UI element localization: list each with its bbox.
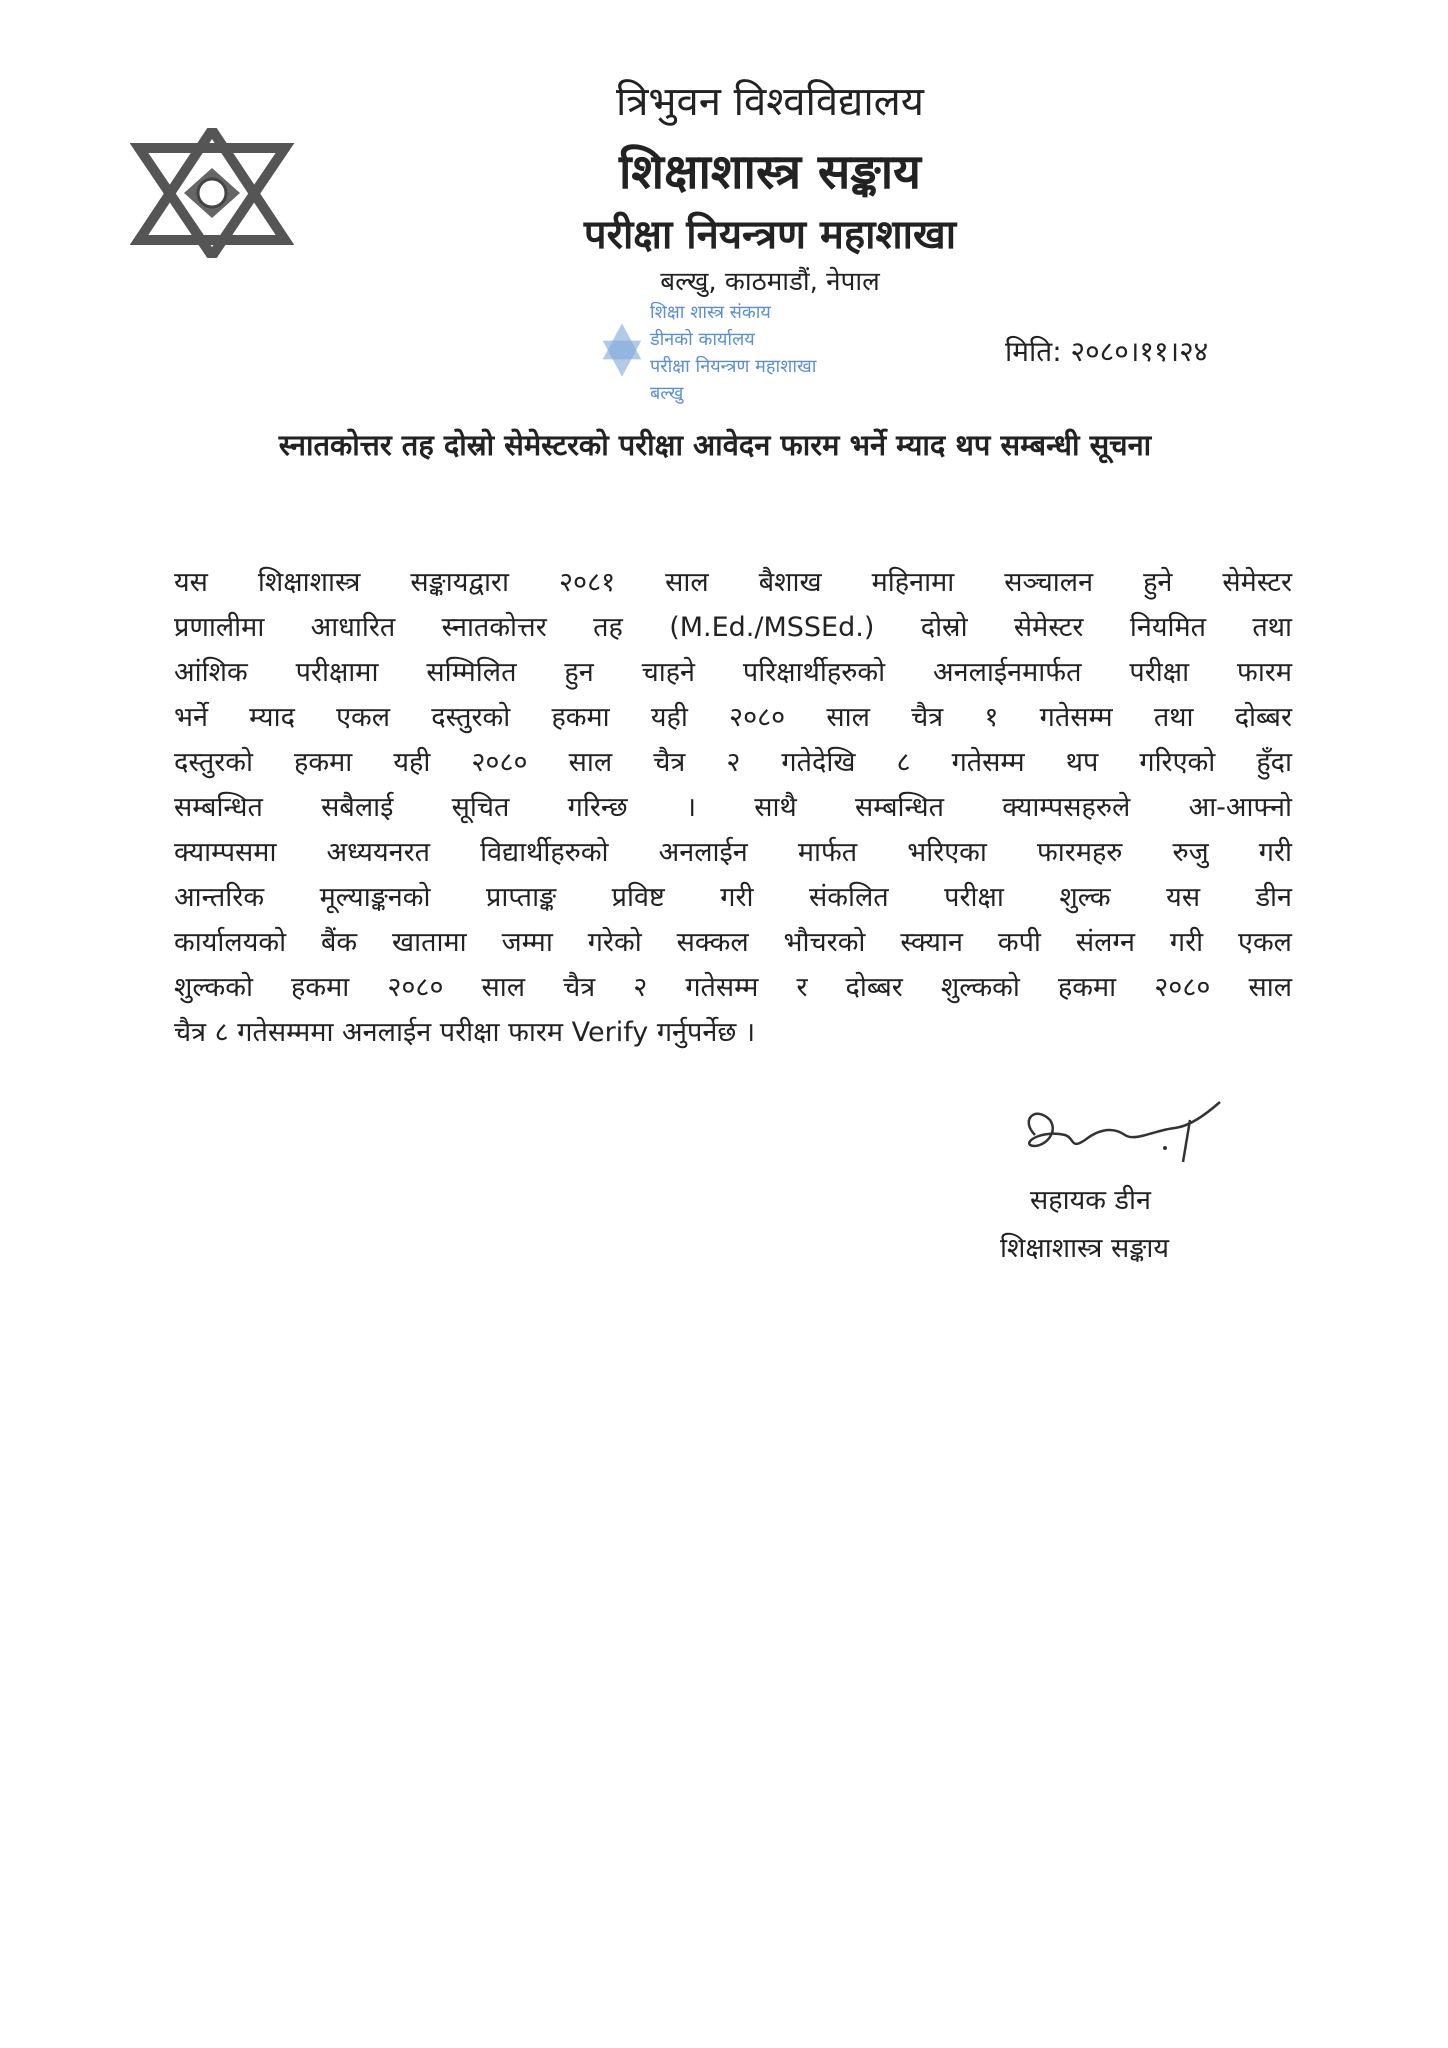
notice-body (174, 560, 1292, 1055)
body-line: शुल्कको हकमा २०८० साल चैत्र २ गतेसम्म र दोब्बर शुल्कको हकमा २०८० साल (174, 972, 1292, 1003)
body-line: प्रणालीमा आधारित स्नातकोत्तर तह (M.Ed./MSSEd.) दोस्रो सेमेस्टर नियमित तथा (174, 612, 1292, 643)
division-name: परीक्षा नियन्त्रण महाशाखा (583, 212, 957, 258)
university-name: त्रिभुवन विश्वविद्यालय (615, 79, 925, 125)
notice-date: मिति: २०८०।११।२४ (1005, 335, 1209, 368)
notice-title: स्नातकोत्तर तह दोस्रो सेमेस्टरको परीक्षा आवेदन फारम भर्ने म्याद थप सम्बन्धी सूचना (278, 428, 1152, 462)
body-line: आन्तरिक मूल्याङ्कनको प्राप्ताङ्क प्रविष्ट गरी संकलित परीक्षा शुल्क यस डीन (174, 882, 1292, 913)
body-line: कार्यालयको बैंक खातामा जम्मा गरेको सक्कल भौचरको स्क्यान कपी संलग्न गरी एकल (174, 927, 1292, 958)
signatory-designation: सहायक डीन (1030, 1185, 1151, 1216)
body-line: यस शिक्षाशास्त्र सङ्कायद्वारा २०८१ साल बैशाख महिनामा सञ्चालन हुने सेमेस्टर (174, 567, 1292, 598)
body-line: चैत्र ८ गतेसम्ममा अनलाईन परीक्षा फारम Verify गर्नुपर्नेछ । (174, 1017, 756, 1048)
university-logo (130, 128, 295, 258)
stamp-star-icon (600, 322, 644, 378)
signatory-office: शिक्षाशास्त्र सङ्काय (1000, 1233, 1170, 1264)
stamp-line: डीनको कार्यालय (650, 329, 755, 350)
faculty-name: शिक्षाशास्त्र सङ्काय (619, 144, 921, 200)
office-stamp (600, 302, 900, 414)
address: बल्खु, काठमाडौं, नेपाल (660, 267, 880, 297)
stamp-line: शिक्षा शास्त्र संकाय (650, 302, 771, 323)
signature (1015, 1090, 1230, 1175)
stamp-line: परीक्षा नियन्त्रण महाशाखा (650, 356, 817, 377)
body-line: क्याम्पसमा अध्ययनरत विद्यार्थीहरुको अनलाईन मार्फत भरिएका फारमहरु रुजु गरी (174, 837, 1292, 868)
body-line: आंशिक परीक्षामा सम्मिलित हुन चाहने परिक्षार्थीहरुको अनलाईनमार्फत परीक्षा फारम (174, 657, 1292, 688)
body-line: भर्ने म्याद एकल दस्तुरको हकमा यही २०८० साल चैत्र १ गतेसम्म तथा दोब्बर (174, 702, 1292, 733)
stamp-line: बल्खु (650, 383, 684, 404)
body-line: सम्बन्धित सबैलाई सूचित गरिन्छ । साथै सम्बन्धित क्याम्पसहरुले आ-आफ्नो (174, 792, 1292, 823)
body-line: दस्तुरको हकमा यही २०८० साल चैत्र २ गतेदेखि ८ गतेसम्म थप गरिएको हुँदा (174, 747, 1292, 778)
